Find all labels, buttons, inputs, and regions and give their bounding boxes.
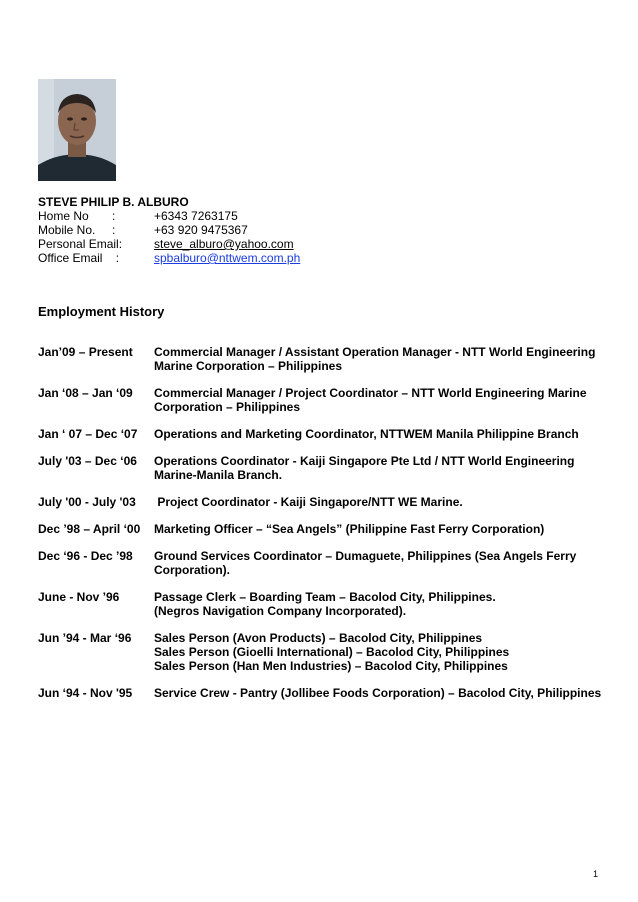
personal-email-row xyxy=(38,237,300,251)
employment-line: Corporation). xyxy=(154,563,230,577)
employment-date: July '00 - July '03 xyxy=(38,495,136,509)
employment-entry xyxy=(38,386,618,414)
employment-entry xyxy=(38,427,618,441)
employment-line: Marketing Officer – “Sea Angels” (Philippine Fast Ferry Corporation) xyxy=(154,522,545,536)
person-portrait-icon xyxy=(38,79,116,181)
employment-line: Project Coordinator - Kaiji Singapore/NTT WE Marine. xyxy=(154,495,463,509)
employment-description xyxy=(154,590,618,618)
employment-description xyxy=(154,549,618,577)
employment-date: June - Nov ’96 xyxy=(38,590,120,604)
employment-description xyxy=(154,454,618,482)
employment-entry xyxy=(38,454,618,482)
page-number: 1 xyxy=(593,869,599,879)
employment-history-list xyxy=(38,345,618,713)
employment-description xyxy=(154,495,618,509)
employment-history-heading: Employment History xyxy=(38,304,165,319)
employment-description xyxy=(154,386,618,414)
candidate-name: STEVE PHILIP B. ALBURO xyxy=(38,195,189,209)
employment-entry xyxy=(38,590,618,618)
employment-date: Dec ‘96 - Dec ’98 xyxy=(38,549,133,563)
employment-line: Commercial Manager / Project Coordinator – NTT World Engineering Marine xyxy=(154,386,587,400)
employment-date: Jan’09 – Present xyxy=(38,345,133,359)
employment-description xyxy=(154,427,618,441)
employment-description xyxy=(154,522,618,536)
employment-entry xyxy=(38,495,618,509)
employment-entry xyxy=(38,522,618,536)
employment-entry xyxy=(38,631,618,673)
mobile-phone-value: +63 920 9475367 xyxy=(154,223,248,237)
employment-line: Operations and Marketing Coordinator, NTTWEM Manila Philippine Branch xyxy=(154,427,579,441)
employment-line: (Negros Navigation Company Incorporated). xyxy=(154,604,407,618)
employment-line: Sales Person (Gioelli International) – Bacolod City, Philippines xyxy=(154,645,510,659)
profile-photo xyxy=(38,79,116,181)
employment-line: Service Crew - Pantry (Jollibee Foods Corporation) – Bacolod City, Philippines xyxy=(154,686,602,700)
employment-entry xyxy=(38,345,618,373)
employment-line: Commercial Manager / Assistant Operation Manager - NTT World Engineering xyxy=(154,345,596,359)
home-phone-value: +6343 7263175 xyxy=(154,209,238,223)
employment-date: Jun ’94 - Mar ‘96 xyxy=(38,631,132,645)
mobile-phone-label: Mobile No. : xyxy=(38,223,116,237)
employment-date: Dec ’98 – April ‘00 xyxy=(38,522,141,536)
personal-email-label: Personal Email: xyxy=(38,237,123,251)
employment-line: Marine Corporation – Philippines xyxy=(154,359,343,373)
employment-entry xyxy=(38,549,618,577)
personal-email-link[interactable]: steve_alburo@yahoo.com xyxy=(154,237,294,251)
employment-line: Ground Services Coordinator – Dumaguete, Philippines (Sea Angels Ferry xyxy=(154,549,577,563)
office-email-row xyxy=(38,251,300,265)
home-phone-label: Home No : xyxy=(38,209,116,223)
employment-date: Jun ‘94 - Nov '95 xyxy=(38,686,133,700)
home-phone-row xyxy=(38,209,300,223)
employment-description xyxy=(154,345,618,373)
employment-line: Operations Coordinator - Kaiji Singapore Pte Ltd / NTT World Engineering xyxy=(154,454,575,468)
office-email-label: Office Email : xyxy=(38,251,120,265)
employment-description xyxy=(154,631,618,673)
employment-date: Jan ‘ 07 – Dec ‘07 xyxy=(38,427,138,441)
employment-line: Corporation – Philippines xyxy=(154,400,301,414)
employment-line: Passage Clerk – Boarding Team – Bacolod City, Philippines. xyxy=(154,590,496,604)
employment-description xyxy=(154,686,618,700)
employment-line: Sales Person (Avon Products) – Bacolod City, Philippines xyxy=(154,631,483,645)
employment-date: July '03 – Dec ‘06 xyxy=(38,454,137,468)
office-email-link[interactable]: spbalburo@nttwem.com.ph xyxy=(154,251,301,265)
employment-entry xyxy=(38,686,618,700)
employment-line: Sales Person (Han Men Industries) – Bacolod City, Philippines xyxy=(154,659,508,673)
mobile-phone-row xyxy=(38,223,300,237)
employment-date: Jan ‘08 – Jan ‘09 xyxy=(38,386,133,400)
contact-details xyxy=(38,209,300,265)
employment-line: Marine-Manila Branch. xyxy=(154,468,283,482)
